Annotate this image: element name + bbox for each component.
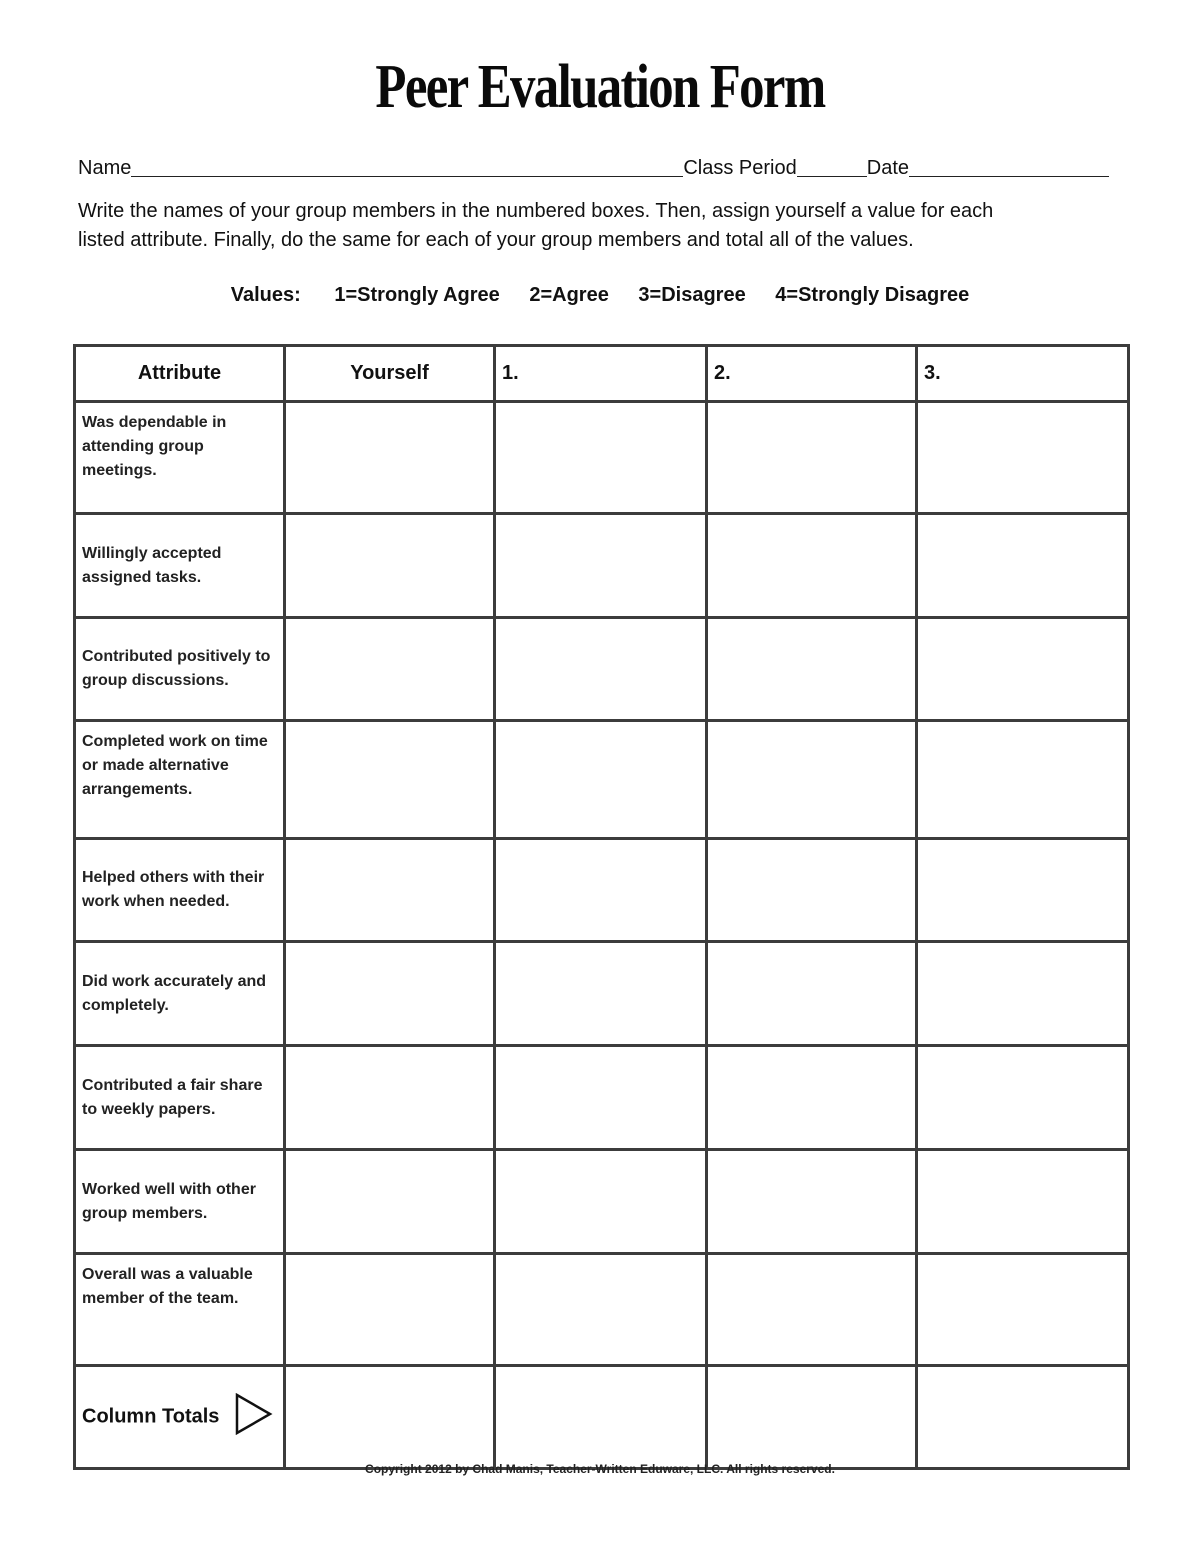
rating-cell-member-3[interactable] [917,942,1129,1046]
rating-cell-member-2[interactable] [707,839,917,942]
values-legend [0,284,1200,307]
rating-cell-member-1[interactable] [495,721,707,839]
table-row [75,514,1129,618]
attribute-label: Contributed positively to group discussions. [75,618,285,721]
rating-cell-yourself[interactable] [285,1254,495,1366]
total-cell-member-3[interactable] [917,1366,1129,1469]
column-header-attribute: Attribute [75,346,285,402]
date-label: Date [866,157,909,179]
rating-cell-member-2[interactable] [707,618,917,721]
rating-cell-yourself[interactable] [285,618,495,721]
rating-cell-yourself[interactable] [285,942,495,1046]
attribute-label: Worked well with other group members. [75,1150,285,1254]
rating-cell-member-2[interactable] [707,1046,917,1150]
total-cell-yourself[interactable] [285,1366,495,1469]
attribute-label: Willingly accepted assigned tasks. [75,514,285,618]
total-cell-member-1[interactable] [495,1366,707,1469]
rating-cell-yourself[interactable] [285,402,495,514]
value-1: 1=Strongly Agree [334,284,500,306]
class-period-label: Class Period [683,157,797,179]
attribute-label: Contributed a fair share to weekly papers. [75,1046,285,1150]
table-row [75,839,1129,942]
rating-cell-member-2[interactable] [707,1150,917,1254]
rating-cell-yourself[interactable] [285,514,495,618]
rating-cell-member-3[interactable] [917,839,1129,942]
rating-cell-member-3[interactable] [917,721,1129,839]
rating-cell-member-1[interactable] [495,1150,707,1254]
name-field[interactable] [131,154,683,177]
name-label: Name [78,157,132,179]
total-cell-member-2[interactable] [707,1366,917,1469]
rating-cell-member-2[interactable] [707,402,917,514]
rating-cell-member-2[interactable] [707,1254,917,1366]
instructions-line-1: Write the names of your group members in the numbered boxes. Then, assign yourself a value for each [78,200,994,222]
rating-cell-yourself[interactable] [285,721,495,839]
rating-cell-yourself[interactable] [285,839,495,942]
attribute-label: Overall was a valuable member of the team. [75,1254,285,1366]
attribute-label: Helped others with their work when needed. [75,839,285,942]
attribute-label: Completed work on time or made alternative arrangements. [75,721,285,839]
rating-cell-member-1[interactable] [495,618,707,721]
instructions-line-2: listed attribute. Finally, do the same for each of your group members and total all of the values. [78,229,914,251]
triangle-right-icon [235,1393,273,1441]
table-row [75,402,1129,514]
class-period-field[interactable] [797,154,867,177]
rating-cell-member-1[interactable] [495,839,707,942]
column-totals-cell [75,1366,285,1469]
rating-cell-member-2[interactable] [707,514,917,618]
rating-cell-member-3[interactable] [917,618,1129,721]
rating-cell-member-3[interactable] [917,1046,1129,1150]
rating-cell-member-1[interactable] [495,1046,707,1150]
table-row [75,942,1129,1046]
rating-cell-member-1[interactable] [495,942,707,1046]
table-row [75,1046,1129,1150]
table-row [75,618,1129,721]
copyright-footer: Copyright 2012 by Chad Manis, Teacher-Written Eduware, LLC. All rights reserved. [365,1462,835,1476]
column-header-yourself: Yourself [285,346,495,402]
table-row [75,1150,1129,1254]
page-title: Peer Evaluation Form [375,53,825,121]
table-header-row [75,346,1129,402]
rating-cell-member-3[interactable] [917,1254,1129,1366]
date-field[interactable] [909,154,1109,177]
values-label: Values: [230,284,301,306]
value-2: 2=Agree [529,284,609,306]
attribute-label: Did work accurately and completely. [75,942,285,1046]
table-row [75,1254,1129,1366]
instructions [78,197,1128,255]
column-header-member-3[interactable]: 3. [917,346,1129,402]
totals-row [75,1366,1129,1469]
column-header-member-2[interactable]: 2. [707,346,917,402]
column-header-member-1[interactable]: 1. [495,346,707,402]
evaluation-table [73,344,1130,1470]
student-info-line [78,150,1118,180]
rating-cell-member-2[interactable] [707,942,917,1046]
rating-cell-yourself[interactable] [285,1150,495,1254]
rating-cell-member-1[interactable] [495,402,707,514]
rating-cell-member-1[interactable] [495,1254,707,1366]
rating-cell-member-3[interactable] [917,1150,1129,1254]
rating-cell-member-1[interactable] [495,514,707,618]
value-3: 3=Disagree [638,284,746,306]
table-row [75,721,1129,839]
rating-cell-yourself[interactable] [285,1046,495,1150]
rating-cell-member-3[interactable] [917,514,1129,618]
value-4: 4=Strongly Disagree [775,284,970,306]
attribute-label: Was dependable in attending group meetings. [75,402,285,514]
column-totals-label: Column Totals [82,1405,220,1428]
rating-cell-member-2[interactable] [707,721,917,839]
rating-cell-member-3[interactable] [917,402,1129,514]
